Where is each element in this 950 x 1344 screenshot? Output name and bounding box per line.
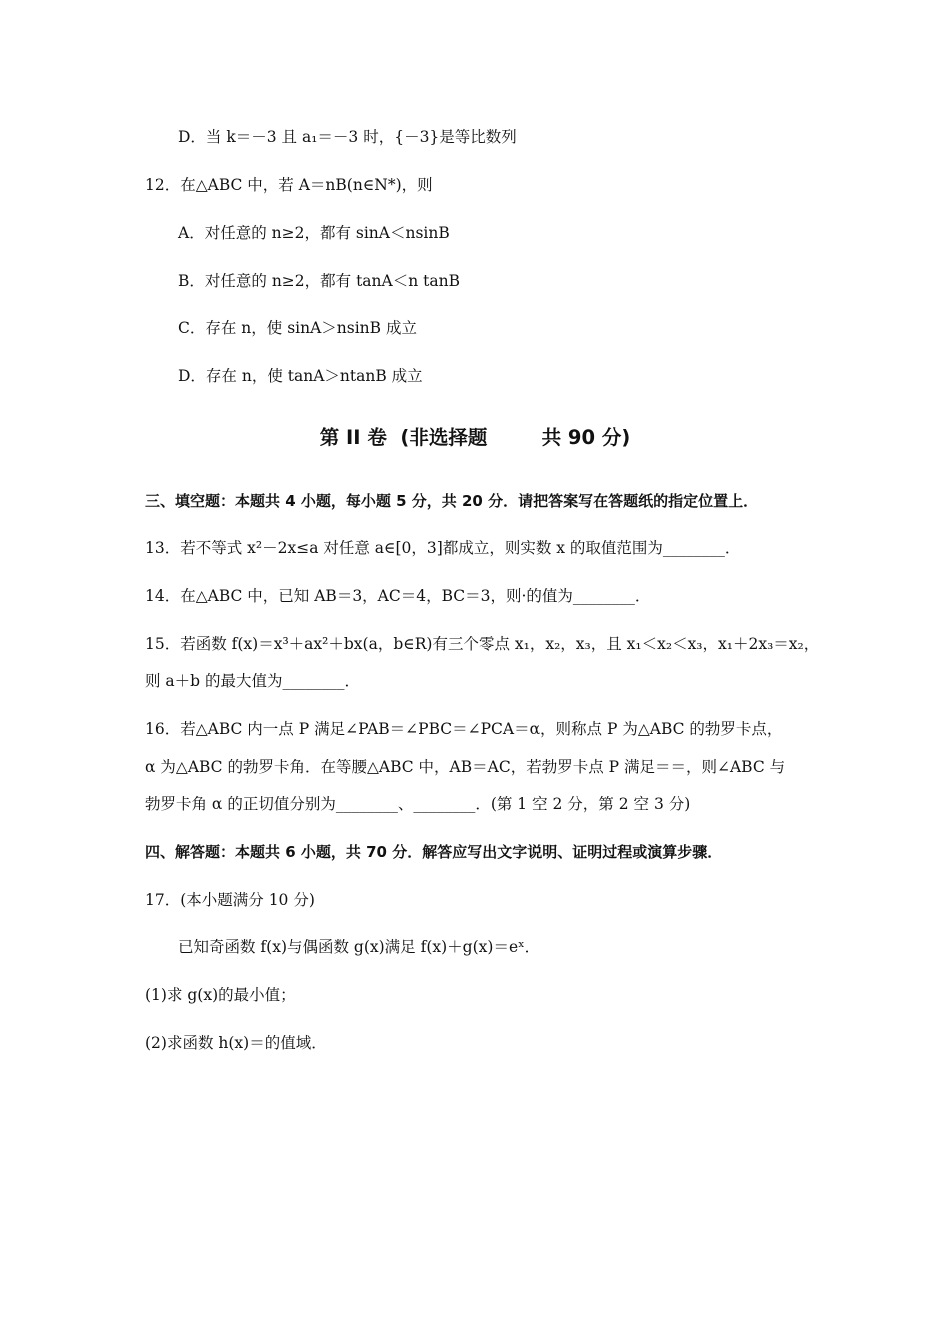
q16-line2: α 为△ABC 的勃罗卡角．在等腰△ABC 中，AB＝AC，若勃罗卡点 P 满足＝＝，则∠ABC 与 <box>145 758 786 776</box>
q17-stem: 已知奇函数 f(x)与偶函数 g(x)满足 f(x)＋g(x)＝eˣ． <box>178 938 541 956</box>
part2-title: 第 II 卷 (非选择题 共 90 分) <box>319 426 631 449</box>
q15-line1: 15．若函数 f(x)＝x³＋ax²＋bx(a，b∈R)有三个零点 x₁，x₂，x₃，且 x₁＜x₂＜x₃，x₁＋2x₃＝x₂， <box>145 635 820 653</box>
q13: 13．若不等式 x²－2x≤a 对任意 a∈[0，3]都成立，则实数 x 的取值范围为________． <box>145 539 741 557</box>
q12-option-b: B．对任意的 n≥2，都有 tanA＜n tanB <box>178 272 460 290</box>
q12-option-c: C．存在 n，使 sinA＞nsinB 成立 <box>178 319 417 337</box>
q14: 14．在△ABC 中，已知 AB＝3，AC＝4，BC＝3，则·的值为________． <box>145 587 651 605</box>
q16-line3: 勃罗卡角 α 的正切值分别为________、________．(第 1 空 2 分，第 2 空 3 分) <box>145 795 691 813</box>
section4-heading: 四、解答题：本题共 6 小题，共 70 分．解答应写出文字说明、证明过程或演算步骤． <box>145 843 723 861</box>
q11-option-d: D．当 k＝－3 且 a₁＝－3 时，{－3}是等比数列 <box>178 128 517 146</box>
q17-part1: (1)求 g(x)的最小值； <box>145 986 296 1004</box>
q12-option-a: A．对任意的 n≥2，都有 sinA＜nsinB <box>178 224 450 242</box>
q16-line1: 16．若△ABC 内一点 P 满足∠PAB＝∠PBC＝∠PCA＝α，则称点 P 为△ABC 的勃罗卡点， <box>145 720 783 738</box>
q12-option-d: D．存在 n，使 tanA＞ntanB 成立 <box>178 367 423 385</box>
q17-part2: (2)求函数 h(x)＝的值域． <box>145 1034 327 1052</box>
section3-heading: 三、填空题：本题共 4 小题，每小题 5 分，共 20 分．请把答案写在答题纸的指定位置上． <box>145 492 759 510</box>
q15-line2: 则 a＋b 的最大值为________． <box>145 672 361 690</box>
q17-header: 17．(本小题满分 10 分) <box>145 891 315 909</box>
q12-stem: 12．在△ABC 中，若 A＝nB(n∈N*)，则 <box>145 176 433 194</box>
